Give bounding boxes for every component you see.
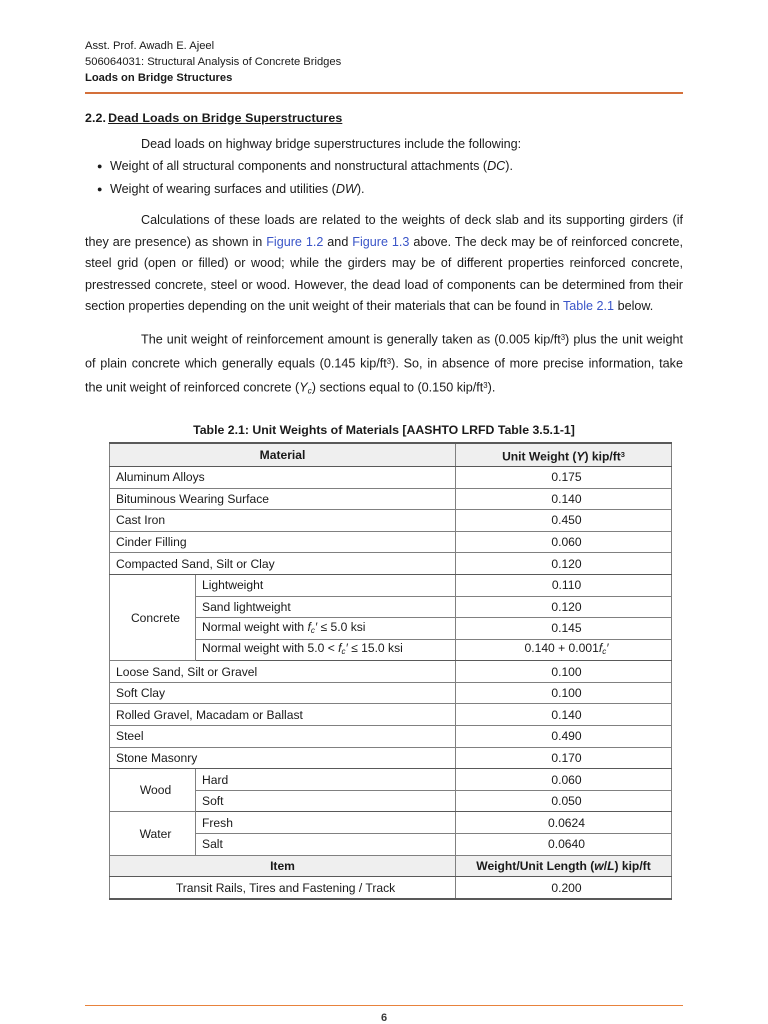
table-row-transit-rails [110, 877, 672, 899]
table-row [110, 726, 672, 748]
link-figure-1-3[interactable]: Figure 1.3 [352, 234, 410, 249]
subitem-text-pre: Normal weight with [202, 619, 308, 634]
cell-material: Bituminous Wearing Surface [110, 488, 456, 510]
table-row [110, 661, 672, 683]
weight-slash: / [603, 858, 608, 873]
cell-value: 0.110 [456, 574, 672, 596]
header-divider [85, 92, 683, 94]
section-number: 2.2. [85, 110, 107, 125]
para2-part-d: ) sections equal to (0.150 kip/ft [311, 380, 484, 395]
table-item-header-row [110, 855, 672, 877]
table-caption: Table 2.1: Unit Weights of Materials [AASHTO LRFD Table 3.5.1-1] [193, 423, 575, 438]
cell-value: 0.050 [456, 790, 672, 812]
paragraph-calculations [85, 210, 683, 318]
cell-material: Cinder Filling [110, 531, 456, 553]
cell-value [456, 639, 672, 661]
cell-subitem: Fresh [196, 812, 456, 834]
cell-value: 0.100 [456, 682, 672, 704]
cell-value: 0.140 [456, 704, 672, 726]
subitem-fc-prime: ′ [314, 619, 318, 634]
column-header-unit-weight [456, 443, 672, 466]
section-heading [85, 111, 683, 125]
column-header-item: Item [110, 855, 456, 877]
bullet-item-dc [85, 155, 683, 178]
cell-item: Transit Rails, Tires and Fastening / Track [110, 877, 456, 899]
table-row [110, 704, 672, 726]
para2-sup-c: 3 [483, 380, 488, 390]
cell-value: 0.175 [456, 466, 672, 488]
para2-part-c: ). So, in absence of more precise information, take the unit weight of reinforced concrete ( [85, 356, 683, 395]
cell-material: Cast Iron [110, 510, 456, 532]
weight-symbol-L: L [607, 858, 615, 873]
bullet-dc-text: Weight of all structural components and nonstructural attachments ( [110, 159, 488, 174]
cell-group-wood: Wood [110, 769, 196, 812]
value-fc-f: f [598, 641, 603, 656]
cell-value: 0.100 [456, 661, 672, 683]
subitem-fc-sub: c [310, 625, 315, 635]
weight-label-pre: Weight/Unit Length ( [476, 858, 595, 873]
subitem-fc-prime: ′ [345, 641, 348, 656]
header-course: 506064031: Structural Analysis of Concrete Bridges [85, 56, 342, 69]
cell-material: Stone Masonry [110, 747, 456, 769]
cell-value: 0.200 [456, 877, 672, 899]
table-row [110, 553, 672, 575]
unit-weight-gamma: Υ [576, 448, 585, 463]
cell-subitem: Hard [196, 769, 456, 791]
subitem-fc-sub: c [341, 646, 346, 656]
header-author: Asst. Prof. Awadh E. Ajeel [85, 40, 215, 52]
unit-weight-sup: 3 [620, 449, 625, 459]
cell-subitem [196, 618, 456, 640]
value-text-pre: 0.140 + 0.001 [524, 641, 599, 656]
cell-subitem: Soft [196, 790, 456, 812]
para1-part-a: Calculations of these loads are related to the weights of deck slab and its supporting girders (if they are presence) as shown in [85, 213, 683, 249]
para2-sup-b: 3 [386, 356, 392, 366]
page-number: 6 [380, 1012, 388, 1024]
para1-part-c: above. The deck may be of reinforced concrete, steel grid (open or filled) or wood; while the girders may be of different properties reinforced concrete, prestressed concrete, steel or wood. However, the dead load of components can be determined from their section properties depending on the unit weight of their materials that can be found in [85, 234, 683, 314]
cell-group-concrete: Concrete [110, 574, 196, 660]
value-fc-sub: c [602, 646, 607, 656]
cell-material: Compacted Sand, Silt or Clay [110, 553, 456, 575]
page-footer [85, 1005, 683, 1024]
unit-weights-table [109, 442, 672, 899]
table-row [110, 466, 672, 488]
value-fc-prime: ′ [606, 641, 609, 656]
table-row [110, 488, 672, 510]
subitem-text-pre: Normal weight with 5.0 < [202, 641, 339, 656]
table-header-row [110, 443, 672, 466]
cell-value: 0.145 [456, 618, 672, 640]
cell-material: Soft Clay [110, 682, 456, 704]
cell-value: 0.0624 [456, 812, 672, 834]
cell-subitem [196, 639, 456, 661]
table-row [110, 531, 672, 553]
para2-part-e: ). [487, 380, 496, 395]
bullet-dc-tail: ). [505, 159, 513, 174]
para2-gamma-subscript: c [307, 384, 312, 395]
cell-subitem: Salt [196, 834, 456, 856]
cell-value: 0.060 [456, 531, 672, 553]
para2-sup-a: 3 [560, 332, 566, 342]
table-row-concrete-lightweight [110, 574, 672, 596]
cell-value: 0.120 [456, 553, 672, 575]
weight-symbol-w: w [594, 858, 604, 873]
cell-group-water: Water [110, 812, 196, 855]
bullet-item-dw [85, 178, 683, 201]
bullet-dot-icon: ● [97, 184, 103, 195]
bullet-dw-text: Weight of wearing surfaces and utilities ( [110, 182, 336, 197]
paragraph-unit-weight [85, 327, 683, 402]
cell-value: 0.490 [456, 726, 672, 748]
column-header-material: Material [110, 443, 456, 466]
para2-gamma-symbol: Υ [299, 380, 308, 395]
intro-lead: Dead loads on highway bridge superstructures include the following: [141, 136, 522, 151]
table-row-water-fresh [110, 812, 672, 834]
unit-weight-label-pre: Unit Weight ( [502, 448, 577, 463]
subitem-fc-f: f [338, 641, 342, 656]
para1-part-d: below. [614, 299, 654, 314]
cell-subitem: Sand lightweight [196, 596, 456, 618]
para1-part-b: and [323, 234, 353, 249]
cell-material: Loose Sand, Silt or Gravel [110, 661, 456, 683]
subitem-text-post: ≤ 5.0 ksi [317, 619, 366, 634]
table-row [110, 510, 672, 532]
para2-part-b: ) plus the unit weight of plain concrete which generally equals (0.145 kip/ft [85, 332, 683, 371]
cell-value: 0.170 [456, 747, 672, 769]
cell-material: Aluminum Alloys [110, 466, 456, 488]
section-title-text: Dead Loads on Bridge Superstructures [108, 110, 343, 125]
cell-material: Rolled Gravel, Macadam or Ballast [110, 704, 456, 726]
cell-value: 0.120 [456, 596, 672, 618]
table-row-wood-hard [110, 769, 672, 791]
weight-label-post: ) kip/ft [614, 858, 651, 873]
cell-value: 0.0640 [456, 834, 672, 856]
para2-part-a: The unit weight of reinforcement amount is generally taken as (0.005 kip/ft [141, 332, 561, 347]
bullet-dot-icon: ● [97, 161, 103, 172]
cell-material: Steel [110, 726, 456, 748]
cell-value: 0.060 [456, 769, 672, 791]
column-header-weight-unit-length [456, 855, 672, 877]
cell-value: 0.450 [456, 510, 672, 532]
bullet-dc-symbol: DC [487, 159, 506, 174]
table-row [110, 747, 672, 769]
unit-weight-label-post: ) kip/ft [584, 448, 621, 463]
header-topic: Loads on Bridge Structures [85, 72, 233, 85]
cell-value: 0.140 [456, 488, 672, 510]
subitem-text-post: ≤ 15.0 ksi [347, 641, 403, 656]
cell-subitem: Lightweight [196, 574, 456, 596]
link-figure-1-2[interactable]: Figure 1.2 [266, 234, 324, 249]
table-row [110, 682, 672, 704]
bullet-dw-tail: ). [356, 182, 365, 197]
bullet-dw-symbol: DW [335, 182, 357, 197]
subitem-fc-f: f [307, 619, 311, 634]
link-table-2-1[interactable]: Table 2.1 [562, 299, 615, 314]
running-header [85, 0, 683, 87]
